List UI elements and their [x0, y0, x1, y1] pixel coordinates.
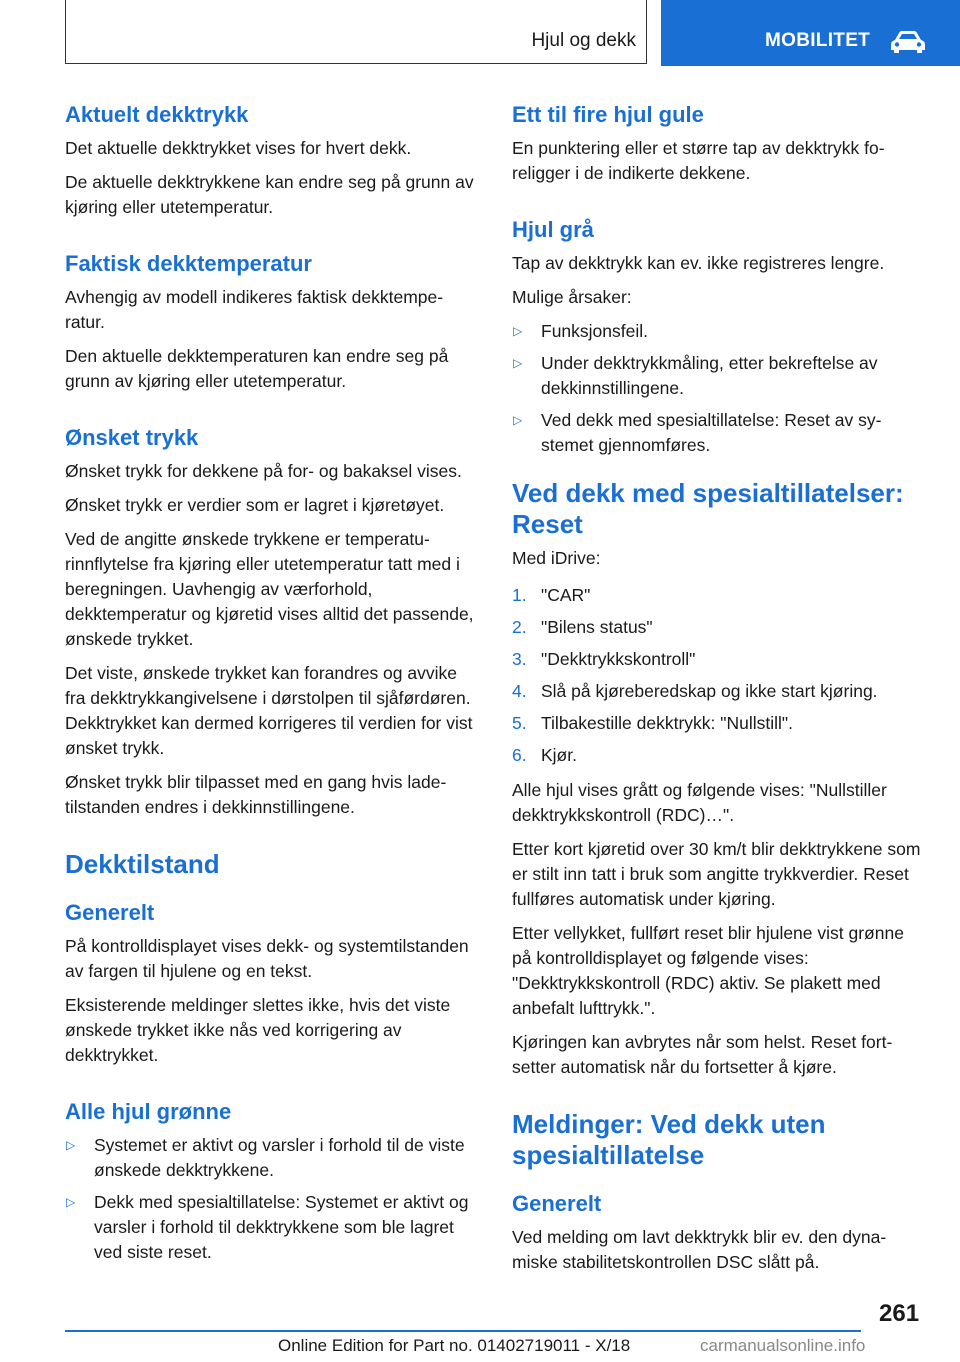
paragraph: Med iDrive: [512, 548, 601, 568]
edition-text: Online Edition for Part no. 01402719011 - X/18 [278, 1336, 631, 1355]
paragraph: Etter vellykket, fullført reset blir hjulene vist grønne på kontrolldisplayet og følgende vises: "Dekktrykkskontroll (RDC) aktiv. Se plakett med anbefalt lufttrykk.". [512, 923, 904, 1018]
heading-generelt: Generelt [65, 900, 155, 925]
list-item: 1. "CAR" [512, 585, 591, 605]
heading-ett-til-fire-hjul-gule: Ett til fire hjul gule [512, 102, 704, 127]
heading-dekktilstand: Dekktilstand [65, 849, 220, 879]
heading-reset: Ved dekk med spesialtillatelser: Reset [512, 478, 904, 539]
triangle-bullet-icon: ▷ [513, 324, 523, 338]
paragraph: Ønsket trykk for dekkene på for- og bakaksel vises. [65, 461, 462, 481]
paragraph: Mulige årsaker: [512, 287, 632, 307]
list-item: 3. "Dekktrykkskontroll" [512, 649, 696, 669]
paragraph: Ved melding om lavt dekktrykk blir ev. den dynamiske stabilitetskontrollen DSC slått på. [512, 1227, 887, 1272]
heading-faktisk-dekktemperatur: Faktisk dekktemperatur [65, 251, 312, 276]
paragraph: Ønsket trykk blir tilpasset med en gang hvis ladetilstanden endres i dekkinnstillingene. [65, 772, 447, 817]
car-icon [889, 29, 927, 55]
heading-aktuelt-dekktrykk: Aktuelt dekktrykk [65, 102, 249, 127]
list-item: 5. Tilbakestille dekktrykk: "Nullstill". [512, 713, 793, 733]
triangle-bullet-icon: ▷ [513, 356, 523, 370]
paragraph: Tap av dekktrykk kan ev. ikke registreres lengre. [512, 253, 885, 273]
triangle-bullet-icon: ▷ [513, 413, 523, 427]
paragraph: Den aktuelle dekktemperaturen kan endre seg på grunn av kjøring eller utetemperatur. [65, 346, 449, 391]
left-column [65, 100, 477, 1275]
bullet-list [65, 1133, 477, 1265]
triangle-bullet-icon: ▷ [66, 1138, 76, 1152]
watermark: carmanualsonline.info [700, 1336, 866, 1355]
paragraph: Etter kort kjøretid over 30 km/t blir dekktrykkene som er stilt inn tatt i bruk som angitte trykkverdier. Reset fullføres automatisk under kjøring. [512, 839, 921, 909]
heading-generelt: Generelt [512, 1191, 602, 1216]
paragraph: Ønsket trykk er verdier som er lagret i kjøretøyet. [65, 495, 445, 515]
heading-alle-hjul-gronne: Alle hjul grønne [65, 1099, 232, 1124]
paragraph: Alle hjul vises grått og følgende vises: "Nullstiller dekktrykkskontroll (RDC)…". [512, 780, 887, 825]
section-label: MOBILITET [765, 30, 871, 51]
paragraph: På kontrolldisplayet vises dekk- og systemtilstanden av fargen til hjulene og en tekst. [65, 936, 469, 981]
bullet-list [512, 319, 926, 458]
paragraph: Ved de angitte ønskede trykkene er temperaturinnflytelse fra kjøring eller utetemperatur tatt med i beregningen. Uavhengig av værforhold, dekktemperatur og kjøretid vises alltid det passende, ønskede trykket. [65, 529, 474, 649]
list-item: ▷ Ved dekk med spesialtillatelse: Reset av systemet gjennomføres. [513, 410, 882, 455]
list-item: ▷ Under dekktrykkmåling, etter bekreftelse av dekkinnstillingene. [513, 353, 878, 398]
chapter-title: Hjul og dekk [531, 30, 636, 51]
paragraph: Avhengig av modell indikeres faktisk dekktemperatur. [65, 287, 444, 332]
numbered-list [512, 583, 926, 768]
list-item: ▷ Dekk med spesialtillatelse: Systemet er aktivt og varsler i forhold til dekktrykkene som ble lagret ved siste reset. [66, 1192, 469, 1262]
right-column [512, 100, 926, 1284]
paragraph: Eksisterende meldinger slettes ikke, hvis det viste ønskede trykket ikke nås ved korrigering av dekktrykket. [65, 995, 451, 1065]
heading-onsket-trykk: Ønsket trykk [65, 425, 199, 450]
paragraph: En punktering eller et større tap av dekktrykk foreligger i de indikerte dekkene. [512, 138, 885, 183]
triangle-bullet-icon: ▷ [66, 1195, 76, 1209]
section-tab [661, 0, 960, 66]
paragraph: Det viste, ønskede trykket kan forandres og avvike fra dekktrykkangivelsene i dørstolpen til sjåførdøren. Dekktrykket kan dermed korrigeres til verdien for vist ønsket trykk. [65, 663, 473, 758]
list-item: 2. "Bilens status" [512, 617, 653, 637]
list-item: 4. Slå på kjøreberedskap og ikke start kjøring. [512, 681, 878, 701]
paragraph: De aktuelle dekktrykkene kan endre seg på grunn av kjøring eller utetemperatur. [65, 172, 474, 217]
paragraph: Kjøringen kan avbrytes når som helst. Reset fortsetter automatisk når du fortsetter å kjøre. [512, 1032, 893, 1077]
heading-meldinger: Meldinger: Ved dekk uten spesialtillatelse [512, 1109, 826, 1170]
list-item: 6. Kjør. [512, 745, 577, 765]
footer-divider [65, 1330, 861, 1332]
heading-hjul-gra: Hjul grå [512, 217, 594, 242]
paragraph: Det aktuelle dekktrykket vises for hvert dekk. [65, 138, 412, 158]
page-number: 261 [879, 1300, 920, 1327]
list-item: ▷ Funksjonsfeil. [512, 319, 926, 344]
list-item: ▷ Systemet er aktivt og varsler i forhold til de viste ønskede dekktrykkene. [66, 1135, 465, 1180]
